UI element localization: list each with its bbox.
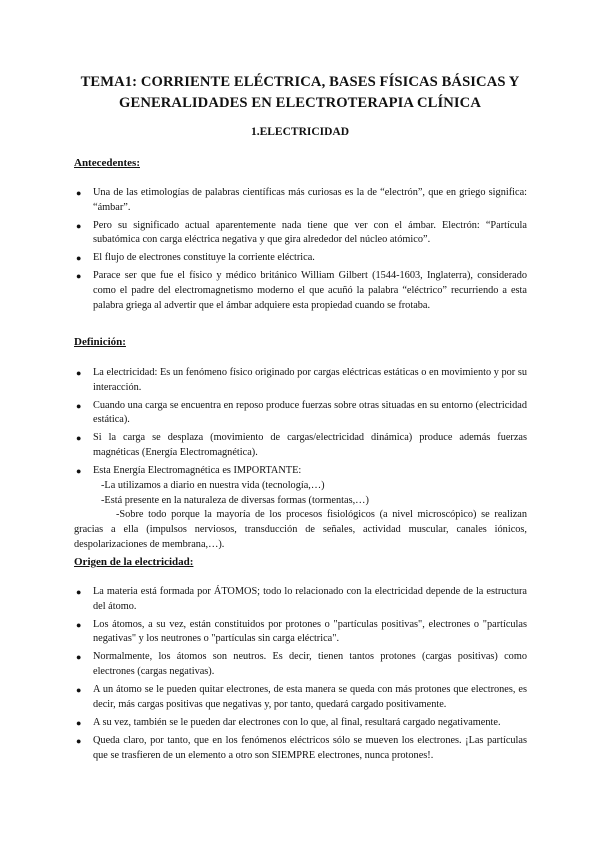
bullet-icon: ● <box>76 220 82 231</box>
bullet-icon: ● <box>76 253 82 264</box>
heading-definicion: Definición: <box>74 336 126 348</box>
document-title <box>60 72 540 114</box>
list-item: ● A un átomo se le pueden quitar electrones, de esta manera se queda con más protones que electrones, es decir, más cargas positivas que negativas y, por tanto, quedará cargado positivamente. <box>76 684 527 710</box>
bullet-icon: ● <box>76 717 82 728</box>
bullet-icon: ● <box>76 433 82 444</box>
list-origen <box>74 585 527 763</box>
list-definicion <box>74 366 527 552</box>
bullet-icon: ● <box>76 685 82 696</box>
important-sub-1: -La utilizamos a diario en nuestra vida (tecnología,…) <box>101 479 325 491</box>
heading-origen: Origen de la electricidad: <box>74 556 194 568</box>
bullet-icon: ● <box>76 735 82 746</box>
list-antecedentes <box>74 186 527 314</box>
bullet-icon: ● <box>76 619 82 630</box>
list-item-important <box>74 464 527 552</box>
list-item: ● Parace ser que fue el físico y médico británico William Gilbert (1544-1603, Inglaterra), considerado como el padre del electromagnetismo moderno el que acuñó la palabra “eléctrico” recurriendo a esta palabra griega al advertir que el ámbar adquiere esta propiedad cuando se frotaba. <box>76 270 527 311</box>
section-definicion <box>74 335 527 556</box>
heading-antecedentes: Antecedentes: <box>74 157 140 169</box>
section-origen <box>74 555 527 767</box>
bullet-icon: ● <box>76 587 82 597</box>
list-item: ● Una de las etimologías de palabras científicas más curiosas es la de “electrón”, que en griego significa: “ámbar”. <box>76 187 527 213</box>
list-item: ● Queda claro, por tanto, que en los fenómenos eléctricos sólo se mueven los electrones. ¡Las partículas que se trasfieren de un elemento a otro son SIEMPRE electrones, nunca protones!. <box>76 734 527 761</box>
list-item: ● El flujo de electrones constituye la corriente eléctrica. <box>74 251 527 266</box>
section-antecedentes <box>74 156 527 317</box>
section-subtitle: 1.ELECTRICIDAD <box>250 126 350 138</box>
bullet-icon: ● <box>76 188 82 198</box>
title-line-1: TEMA1: CORRIENTE ELÉCTRICA, BASES FÍSICAS BÁSICAS Y <box>80 74 520 90</box>
bullet-icon: ● <box>76 368 82 378</box>
title-line-2: GENERALIDADES EN ELECTROTERAPIA CLÍNICA <box>119 95 481 111</box>
bullet-icon: ● <box>76 652 82 663</box>
bullet-icon: ● <box>76 271 82 282</box>
important-sub-3: -Sobre todo porque la mayoría de los procesos fisiológicos (a nivel microscópico) se realizan gracias a ella (impulsos nerviosos, transducción de señales, actividad muscular, canales iónicos, despolarizaciones de membrana,…). <box>74 509 527 550</box>
list-item: ● Normalmente, los átomos son neutros. Es decir, tienen tantos protones (cargas positivas) como electrones (cargas negativas). <box>76 651 527 678</box>
bullet-icon: ● <box>76 466 82 477</box>
list-item: ● La electricidad: Es un fenómeno físico originado por cargas eléctricas estáticas o en movimiento y por su interacción. <box>76 367 527 393</box>
important-lead: Esta Energía Electromagnética es IMPORTANTE: <box>93 465 302 477</box>
bullet-icon: ● <box>76 400 82 411</box>
list-item: ● Cuando una carga se encuentra en reposo produce fuerzas sobre otras situadas en su entorno (electricidad estática). <box>76 399 527 426</box>
important-sub-2: -Está presente en la naturaleza de diversas formas (tormentas,…) <box>101 494 369 506</box>
list-item: ● Pero su significado actual aparentemente nada tiene que ver con el ámbar. Electrón: “Partícula subatómica con carga eléctrica negativa y que gira alrededor del núcleo atómico”. <box>76 219 527 246</box>
list-item: ● Si la carga se desplaza (movimiento de cargas/electricidad dinámica) produce además fuerzas magnéticas (Energía Electromagnética). <box>76 432 527 459</box>
list-item: ● A su vez, también se le pueden dar electrones con lo que, al final, resultará cargado negativamente. <box>74 716 527 731</box>
list-item: ● La materia está formada por ÁTOMOS; todo lo relacionado con la electricidad depende de la estructura del átomo. <box>76 586 527 612</box>
list-item: ● Los átomos, a su vez, están constituidos por protones o "partículas positivas", electrones o "partículas negativas" y los neutrones o "partículas sin carga eléctrica". <box>76 618 527 645</box>
